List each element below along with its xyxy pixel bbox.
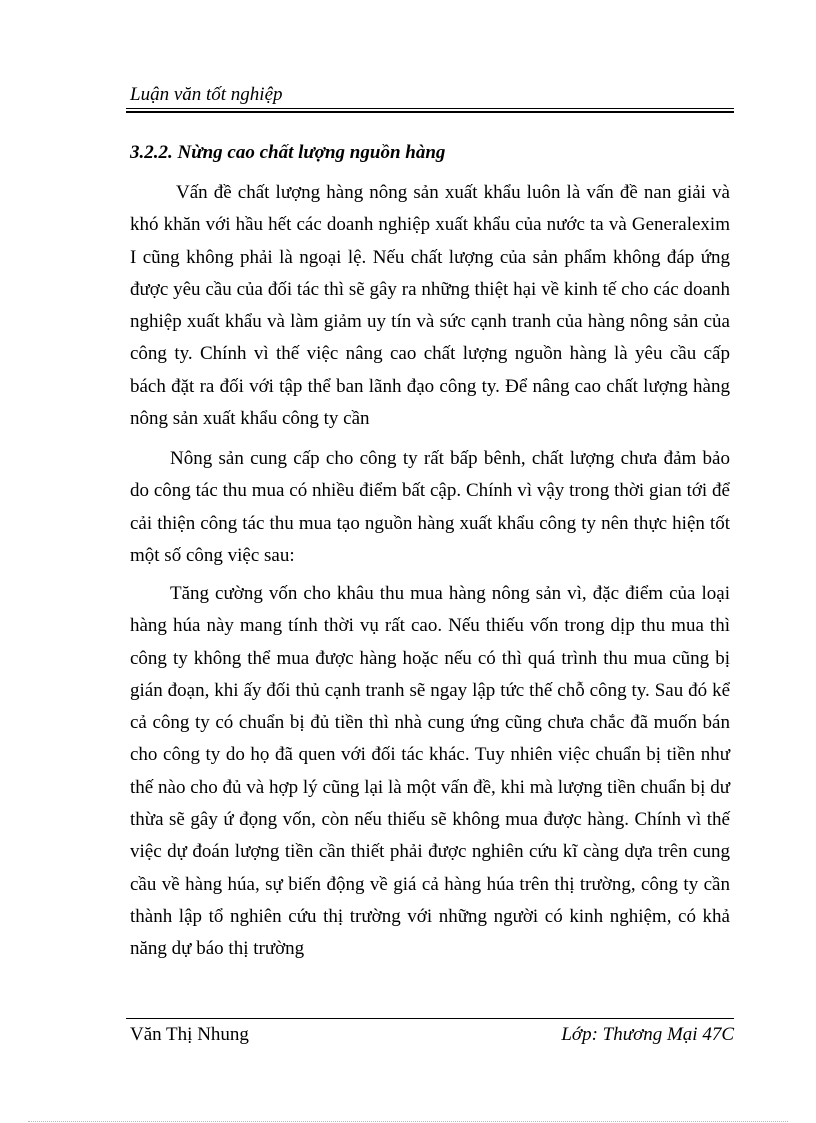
paragraph-3: Tăng cường vốn cho khâu thu mua hàng nông sản vì, đặc điểm của loại hàng húa này mang tính thời vụ rất cao. Nếu thiếu vốn trong dịp thu mua thì công ty không thể mua được hàng hoặc nếu có thì quá trình thu mua cũng bị gián đoạn, khi ấy đối thủ cạnh tranh sẽ ngay lập tức thế chỗ công ty. Sau đó kể cả công ty có chuẩn bị đủ tiền thì nhà cung ứng cũng chưa chắc đã muốn bán cho công ty do họ đã quen với đối tác khác. Tuy nhiên việc chuẩn bị tiền như thế nào cho đủ và hợp lý cũng lại là một vấn đề, khi mà lượng tiền chuẩn bị dư thừa sẽ gây ứ đọng vốn, còn nếu thiếu sẽ không mua được hàng. Chính vì thế việc dự đoán lượng tiền cần thiết phải được nghiên cứu kĩ càng dựa trên cung cầu về hàng húa, sự biến động về giá cả hàng húa trên thị trường, công ty cần thành lập tổ nghiên cứu thị trường với những người có kinh nghiệm, có khả năng dự báo thị trường xyxy=(130,583,730,960)
running-header-title: Luận văn tốt nghiệp xyxy=(130,84,283,105)
paragraph-2: Nông sản cung cấp cho công ty rất bấp bênh, chất lượng chưa đảm bảo do công tác thu mua có nhiều điểm bất cập. Chính vì vậy trong thời gian tới để cải thiện công tác thu mua tạo nguồn hàng xuất khẩu công ty nên thực hiện tốt một số công việc sau: xyxy=(130,448,730,566)
footer-class: Lớp: Thương Mại 47C xyxy=(561,1024,734,1045)
footer-divider xyxy=(126,1018,734,1019)
page-bottom-edge xyxy=(28,1121,788,1122)
header-divider-thick xyxy=(126,111,734,113)
header-divider-thin xyxy=(126,108,734,109)
footer-author: Văn Thị Nhung xyxy=(130,1024,249,1045)
section-heading: 3.2.2. Nừng cao chất lượng nguồn hàng xyxy=(130,142,446,163)
paragraph-1: Vấn đề chất lượng hàng nông sản xuất khẩu luôn là vấn đề nan giải và khó khăn với hầu hết các doanh nghiệp xuất khẩu của nước ta và Generalexim I cũng không phải là ngoại lệ. Nếu chất lượng của sản phẩm không đáp ứng được yêu cầu của đối tác thì sẽ gây ra những thiệt hại về kinh tế cho các doanh nghiệp xuất khẩu và làm giảm uy tín và sức cạnh tranh của hàng nông sản của công ty. Chính vì thế việc nâng cao chất lượng nguồn hàng là yêu cầu cấp bách đặt ra đối với tập thể ban lãnh đạo công ty. Để nâng cao chất lượng hàng nông sản xuất khẩu công ty cần xyxy=(130,182,730,430)
